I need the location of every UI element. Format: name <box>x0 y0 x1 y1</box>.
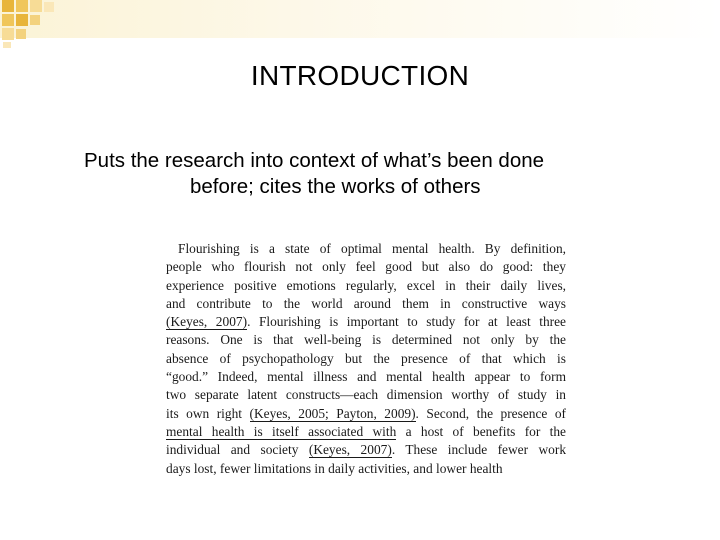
excerpt-line-text: a host of benefits for the <box>396 423 566 439</box>
excerpt-line <box>166 405 566 423</box>
corner-squares-decoration <box>0 0 60 48</box>
citation-underlined: mental health is itself associated with <box>166 423 397 439</box>
excerpt-line <box>166 423 566 441</box>
excerpt-line-text: individual and society <box>166 442 309 458</box>
excerpt-line: and contribute to the world around them in constructive ways <box>166 295 566 311</box>
excerpt-line <box>166 313 566 331</box>
excerpt-line: two separate latent constructs—each dimension worthy of study in <box>166 387 566 403</box>
citation-underlined: (Keyes, 2005; Payton, 2009) <box>249 405 416 421</box>
decor-square <box>16 0 28 12</box>
excerpt-line: Flourishing is a state of optimal mental health. By definition, <box>178 241 566 256</box>
paper-excerpt-image <box>166 240 566 482</box>
excerpt-line: reasons. One is that well-being is determined not only by the <box>166 332 566 348</box>
decor-square <box>2 28 14 40</box>
header-decoration-band <box>0 0 720 38</box>
decor-square <box>16 14 28 26</box>
decor-square <box>30 0 42 12</box>
excerpt-line-text: . Second, the presence of <box>415 405 566 421</box>
excerpt-line: absence of psychopathology but the presence of that which is <box>166 350 566 366</box>
decor-square <box>2 0 14 12</box>
excerpt-line: experience positive emotions regularly, excel in their daily lives, <box>166 277 566 293</box>
decor-square <box>16 29 26 39</box>
excerpt-line: days lost, fewer limitations in daily activities, and lower health <box>166 460 503 476</box>
excerpt-line: people who flourish not only feel good but also do good: they <box>166 259 566 275</box>
excerpt-line <box>166 441 566 459</box>
decor-square <box>44 2 54 12</box>
decor-square <box>30 15 40 25</box>
excerpt-line-text: its own right <box>166 405 250 421</box>
excerpt-line: “good.” Indeed, mental illness and mental health appear to form <box>166 369 566 385</box>
subtitle-line-1: Puts the research into context of what’s been done <box>84 149 545 172</box>
excerpt-line-text: . Flourishing is important to study for at least three <box>247 314 566 330</box>
slide-subtitle <box>84 148 644 200</box>
citation-underlined: (Keyes, 2007) <box>308 442 392 458</box>
slide-title: INTRODUCTION <box>250 60 470 91</box>
subtitle-line-2: before; cites the works of others <box>190 175 481 198</box>
decor-square <box>2 14 14 26</box>
decor-square <box>3 42 11 48</box>
excerpt-line-text: . These include fewer work <box>391 442 566 458</box>
citation-underlined: (Keyes, 2007) <box>166 314 248 330</box>
